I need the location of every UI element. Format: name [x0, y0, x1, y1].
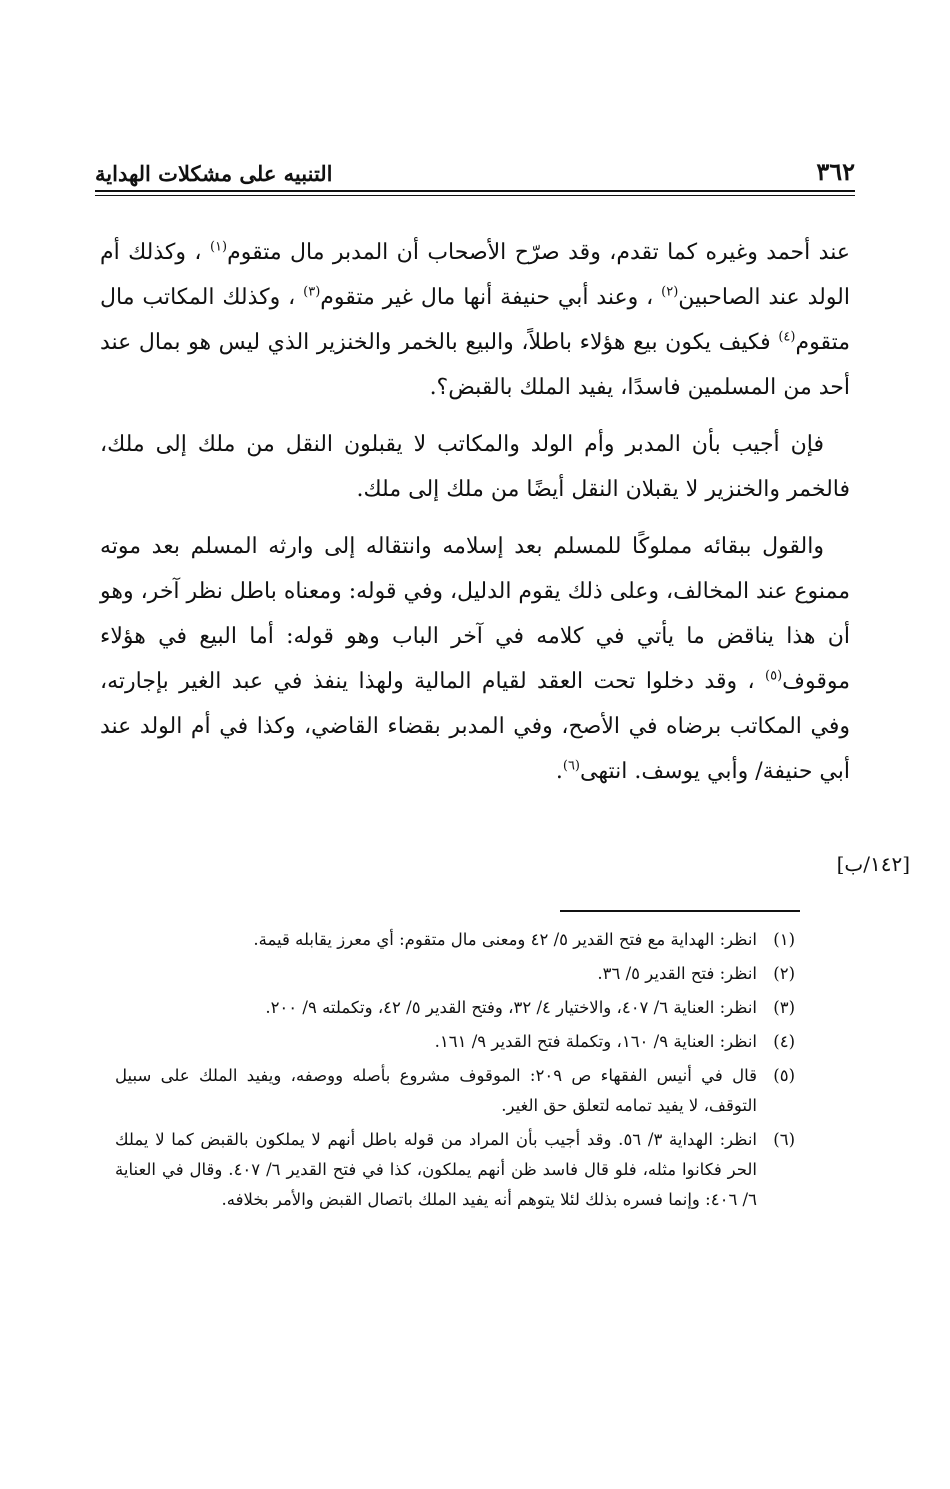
footnote: [115, 1061, 795, 1121]
header-rule-thick: [95, 190, 855, 192]
paragraph-3: [100, 524, 850, 794]
footnote-number: (١): [773, 930, 795, 949]
footnote-ref-5[interactable]: (٥): [765, 668, 783, 684]
paragraph-1: [100, 230, 850, 410]
footnote-ref-1[interactable]: (١): [209, 239, 228, 255]
text-run: ، وعند أبي حنيفة أنها مال غير متقوم: [320, 285, 654, 310]
text-run: ، وقد دخلوا تحت العقد لقيام المالية ولهذا ينفذ في عبد الغير بإجارته، وفي المكاتب برضاه في الأصح، وفي المدبر بقضاء القاضي، وكذا في أم الولد عند أبي حنيفة/ وأبي يوسف. انتهى: [100, 669, 850, 784]
footnote-ref-6[interactable]: (٦): [562, 758, 580, 774]
text-run: فكيف يكون بيع هؤلاء باطلاً، والبيع بالخمر والخنزير الذي ليس هو بمال عند أحد من المسلمين فاسدًا، يفيد الملك بالقبض؟.: [100, 330, 850, 400]
page-header: [95, 150, 855, 186]
footnote-number: (٣): [773, 998, 795, 1017]
footnote-text: قال في أنيس الفقهاء ص ٢٠٩: الموقوف مشروع بأصله ووصفه، ويفيد الملك على سبيل التوقف، لا يفيد تمامه لتعلق حق الغير.: [115, 1066, 757, 1115]
footnote-separator: [560, 910, 800, 912]
text-run: ، وكذلك أم الولد عند الصاحبين: [100, 240, 850, 310]
main-text: [100, 230, 850, 806]
footnote-text: انظر: الهداية مع فتح القدير ٥/ ٤٢ ومعنى مال متقوم: أي معرز يقابله قيمة.: [253, 930, 757, 949]
footnote-ref-3[interactable]: (٣): [303, 284, 321, 300]
footnote: [115, 925, 795, 955]
text-run: عند أحمد وغيره كما تقدم، وقد صرّح الأصحاب أن المدبر مال متقوم: [227, 240, 850, 265]
footnote-ref-2[interactable]: (٢): [661, 284, 679, 300]
footnote: [115, 1125, 795, 1215]
text-run: .: [555, 759, 563, 784]
manuscript-folio-ref: [١٤٢/ب]: [836, 852, 910, 876]
text-run: والقول ببقائه مملوكًا للمسلم بعد إسلامه وانتقاله إلى وارثه المسلم بعد موته ممنوع عند المخالف، وعلى ذلك يقوم الدليل، وفي قوله: ومعناه باطل نظر آخر، وهو أن هذا يناقض ما يأتي في كلامه في آخر الباب وهو قوله: أما البيع في هؤلاء موقوف: [100, 534, 850, 694]
footnote: [115, 993, 795, 1023]
book-title: التنبيه على مشكلات الهداية: [95, 161, 333, 186]
header-rule-thin: [95, 195, 855, 196]
footnote-text: انظر: العناية ٦/ ٤٠٧، والاختيار ٤/ ٣٢، وفتح القدير ٥/ ٤٢، وتكملته ٩/ ٢٠٠.: [265, 998, 757, 1017]
footnote-number: (٤): [773, 1032, 795, 1051]
text-run: ، وكذلك المكاتب مال متقوم: [100, 285, 850, 355]
paragraph-2: فإن أجيب بأن المدبر وأم الولد والمكاتب لا يقبلون النقل من ملك إلى ملك، فالخمر والخنزير لا يقبلان النقل أيضًا من ملك إلى ملك.: [100, 432, 850, 502]
footnote-number: (٢): [773, 964, 795, 983]
footnotes: [115, 925, 795, 1219]
footnote-ref-4[interactable]: (٤): [778, 329, 796, 345]
footnote-number: (٥): [773, 1066, 795, 1085]
footnote-text: انظر: العناية ٩/ ١٦٠، وتكملة فتح القدير ٩/ ١٦١.: [434, 1032, 757, 1051]
page-number: ٣٦٢: [816, 157, 855, 186]
footnote: [115, 959, 795, 989]
footnote-number: (٦): [773, 1130, 795, 1149]
footnote-text: انظر: الهداية ٣/ ٥٦. وقد أجيب بأن المراد من قوله باطل أنهم لا يملكون بالقبض كما لا يملك الحر فكانوا مثله، فلو قال فاسد ظن أنهم يملكون، كذا في فتح القدير ٦/ ٤٠٧. وقال في العناية ٦/ ٤٠٦: وإنما فسره بذلك لئلا يتوهم أنه يفيد الملك باتصال القبض والأمر بخلافه.: [115, 1130, 758, 1209]
footnote: [115, 1027, 795, 1057]
footnote-text: انظر: فتح القدير ٥/ ٣٦.: [597, 964, 757, 983]
